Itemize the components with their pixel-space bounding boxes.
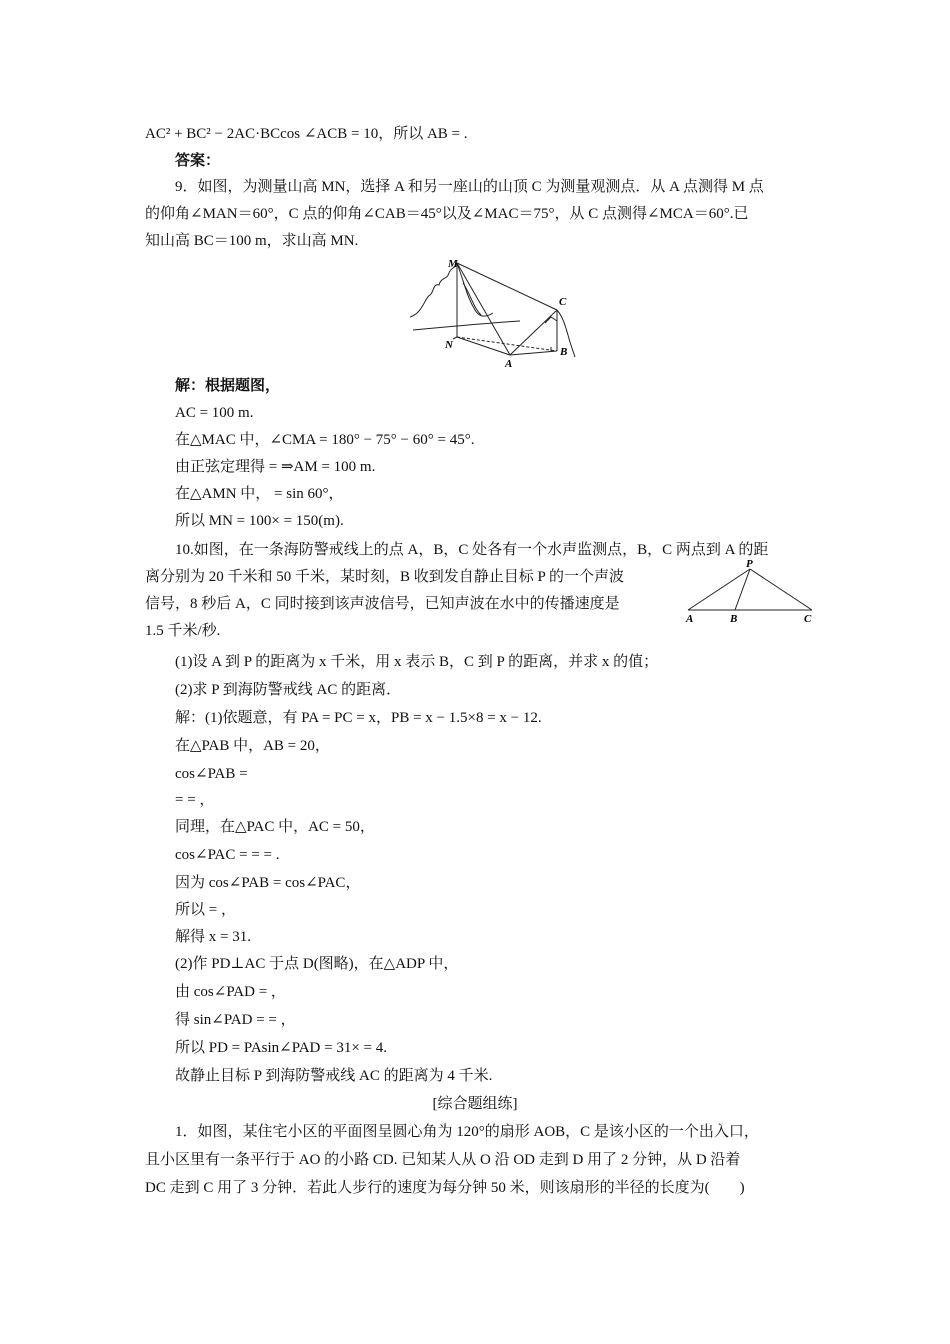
problem-10-line-4: 1.5 千米/秒. (145, 623, 221, 639)
label-B: B (730, 613, 738, 625)
text-line: 由正弦定理得 = ⇒AM = 100 m. (175, 459, 376, 475)
label-N: N (445, 339, 453, 351)
text-line: 所以 = ， (175, 902, 236, 918)
label-B: B (560, 346, 568, 358)
text-line: cos∠PAC = = = . (175, 847, 280, 863)
solution-label: 解：根据题图， (175, 378, 281, 394)
text-line: = = ， (175, 792, 215, 808)
mountain-figure (405, 255, 580, 370)
solution-line: 解：(1)依题意，有 PA = PC = x，PB = x − 1.5×8 = x − 12. (175, 710, 542, 726)
label-A: A (505, 358, 513, 370)
answer-label: 答案： (175, 153, 221, 169)
label-P: P (746, 558, 753, 570)
label-C: C (559, 296, 567, 308)
problem-1-line-1: 1．如图，某住宅小区的平面图呈圆心角为 120°的扇形 AOB，C 是该小区的一个出入口， (175, 1124, 759, 1140)
text-line: 同理，在△PAC 中，AC = 50， (175, 819, 375, 835)
text-line: cos∠PAB = (175, 766, 248, 782)
text-line: 解得 x = 31. (175, 929, 251, 945)
text-line: 在△PAB 中，AB = 20， (175, 738, 330, 754)
text-line: 因为 cos∠PAB = cos∠PAC， (175, 875, 361, 891)
label-M: M (448, 258, 458, 270)
triangle-figure (680, 556, 820, 628)
problem-10-line-1: 10.如图，在一条海防警戒线上的点 A，B，C 处各有一个水声监测点，B，C 两点到 A 的距 (175, 542, 769, 558)
text-line: 得 sin∠PAD = = ， (175, 1012, 296, 1028)
text-line: 在△AMN 中， = sin 60°， (175, 486, 344, 502)
question-2: (2)求 P 到海防警戒线 AC 的距离． (175, 682, 402, 698)
problem-1-line-2: 且小区里有一条平行于 AO 的小路 CD. 已知某人从 O 沿 OD 走到 D 用了 2 分钟，从 D 沿着 (145, 1152, 741, 1168)
text-line: AC² + BC² − 2AC·BCcos ∠ACB = 10，所以 AB = . (145, 126, 468, 142)
text-line: (2)作 PD⊥AC 于点 D(图略)，在△ADP 中， (175, 956, 459, 972)
text-line: 由 cos∠PAD = ， (175, 984, 286, 1000)
conclusion-line: 故静止目标 P 到海防警戒线 AC 的距离为 4 千米. (175, 1068, 493, 1084)
question-1: (1)设 A 到 P 的距离为 x 千米，用 x 表示 B，C 到 P 的距离，并求 x 的值； (175, 654, 659, 670)
label-A: A (686, 613, 694, 625)
problem-1-line-3: DC 走到 C 用了 3 分钟．若此人步行的速度为每分钟 50 米，则该扇形的半径的长度为( ) (145, 1180, 745, 1196)
text-line: 所以 MN = 100× = 150(m). (175, 513, 344, 529)
problem-10-line-3: 信号，8 秒后 A，C 同时接到该声波信号，已知声波在水中的传播速度是 (145, 596, 620, 612)
section-heading: [综合题组练] (432, 1096, 518, 1112)
text-line: 所以 PD = PAsin∠PAD = 31× = 4. (175, 1040, 388, 1056)
label-C: C (804, 613, 812, 625)
text-line: AC = 100 m. (175, 405, 254, 421)
problem-9-line-2: 的仰角∠MAN＝60°，C 点的仰角∠CAB＝45°以及∠MAC＝75°，从 C 点测得∠MCA＝60°.已 (145, 206, 749, 222)
text-line: 在△MAC 中，∠CMA = 180° − 75° − 60° = 45°. (175, 432, 475, 448)
problem-9-line-3: 知山高 BC＝100 m，求山高 MN. (145, 233, 359, 249)
problem-10-line-2: 离分别为 20 千米和 50 千米，某时刻，B 收到发自静止目标 P 的一个声波 (145, 569, 625, 585)
problem-9-line-1: 9．如图，为测量山高 MN，选择 A 和另一座山的山顶 C 为测量观测点．从 A 点测得 M 点 (175, 179, 764, 195)
